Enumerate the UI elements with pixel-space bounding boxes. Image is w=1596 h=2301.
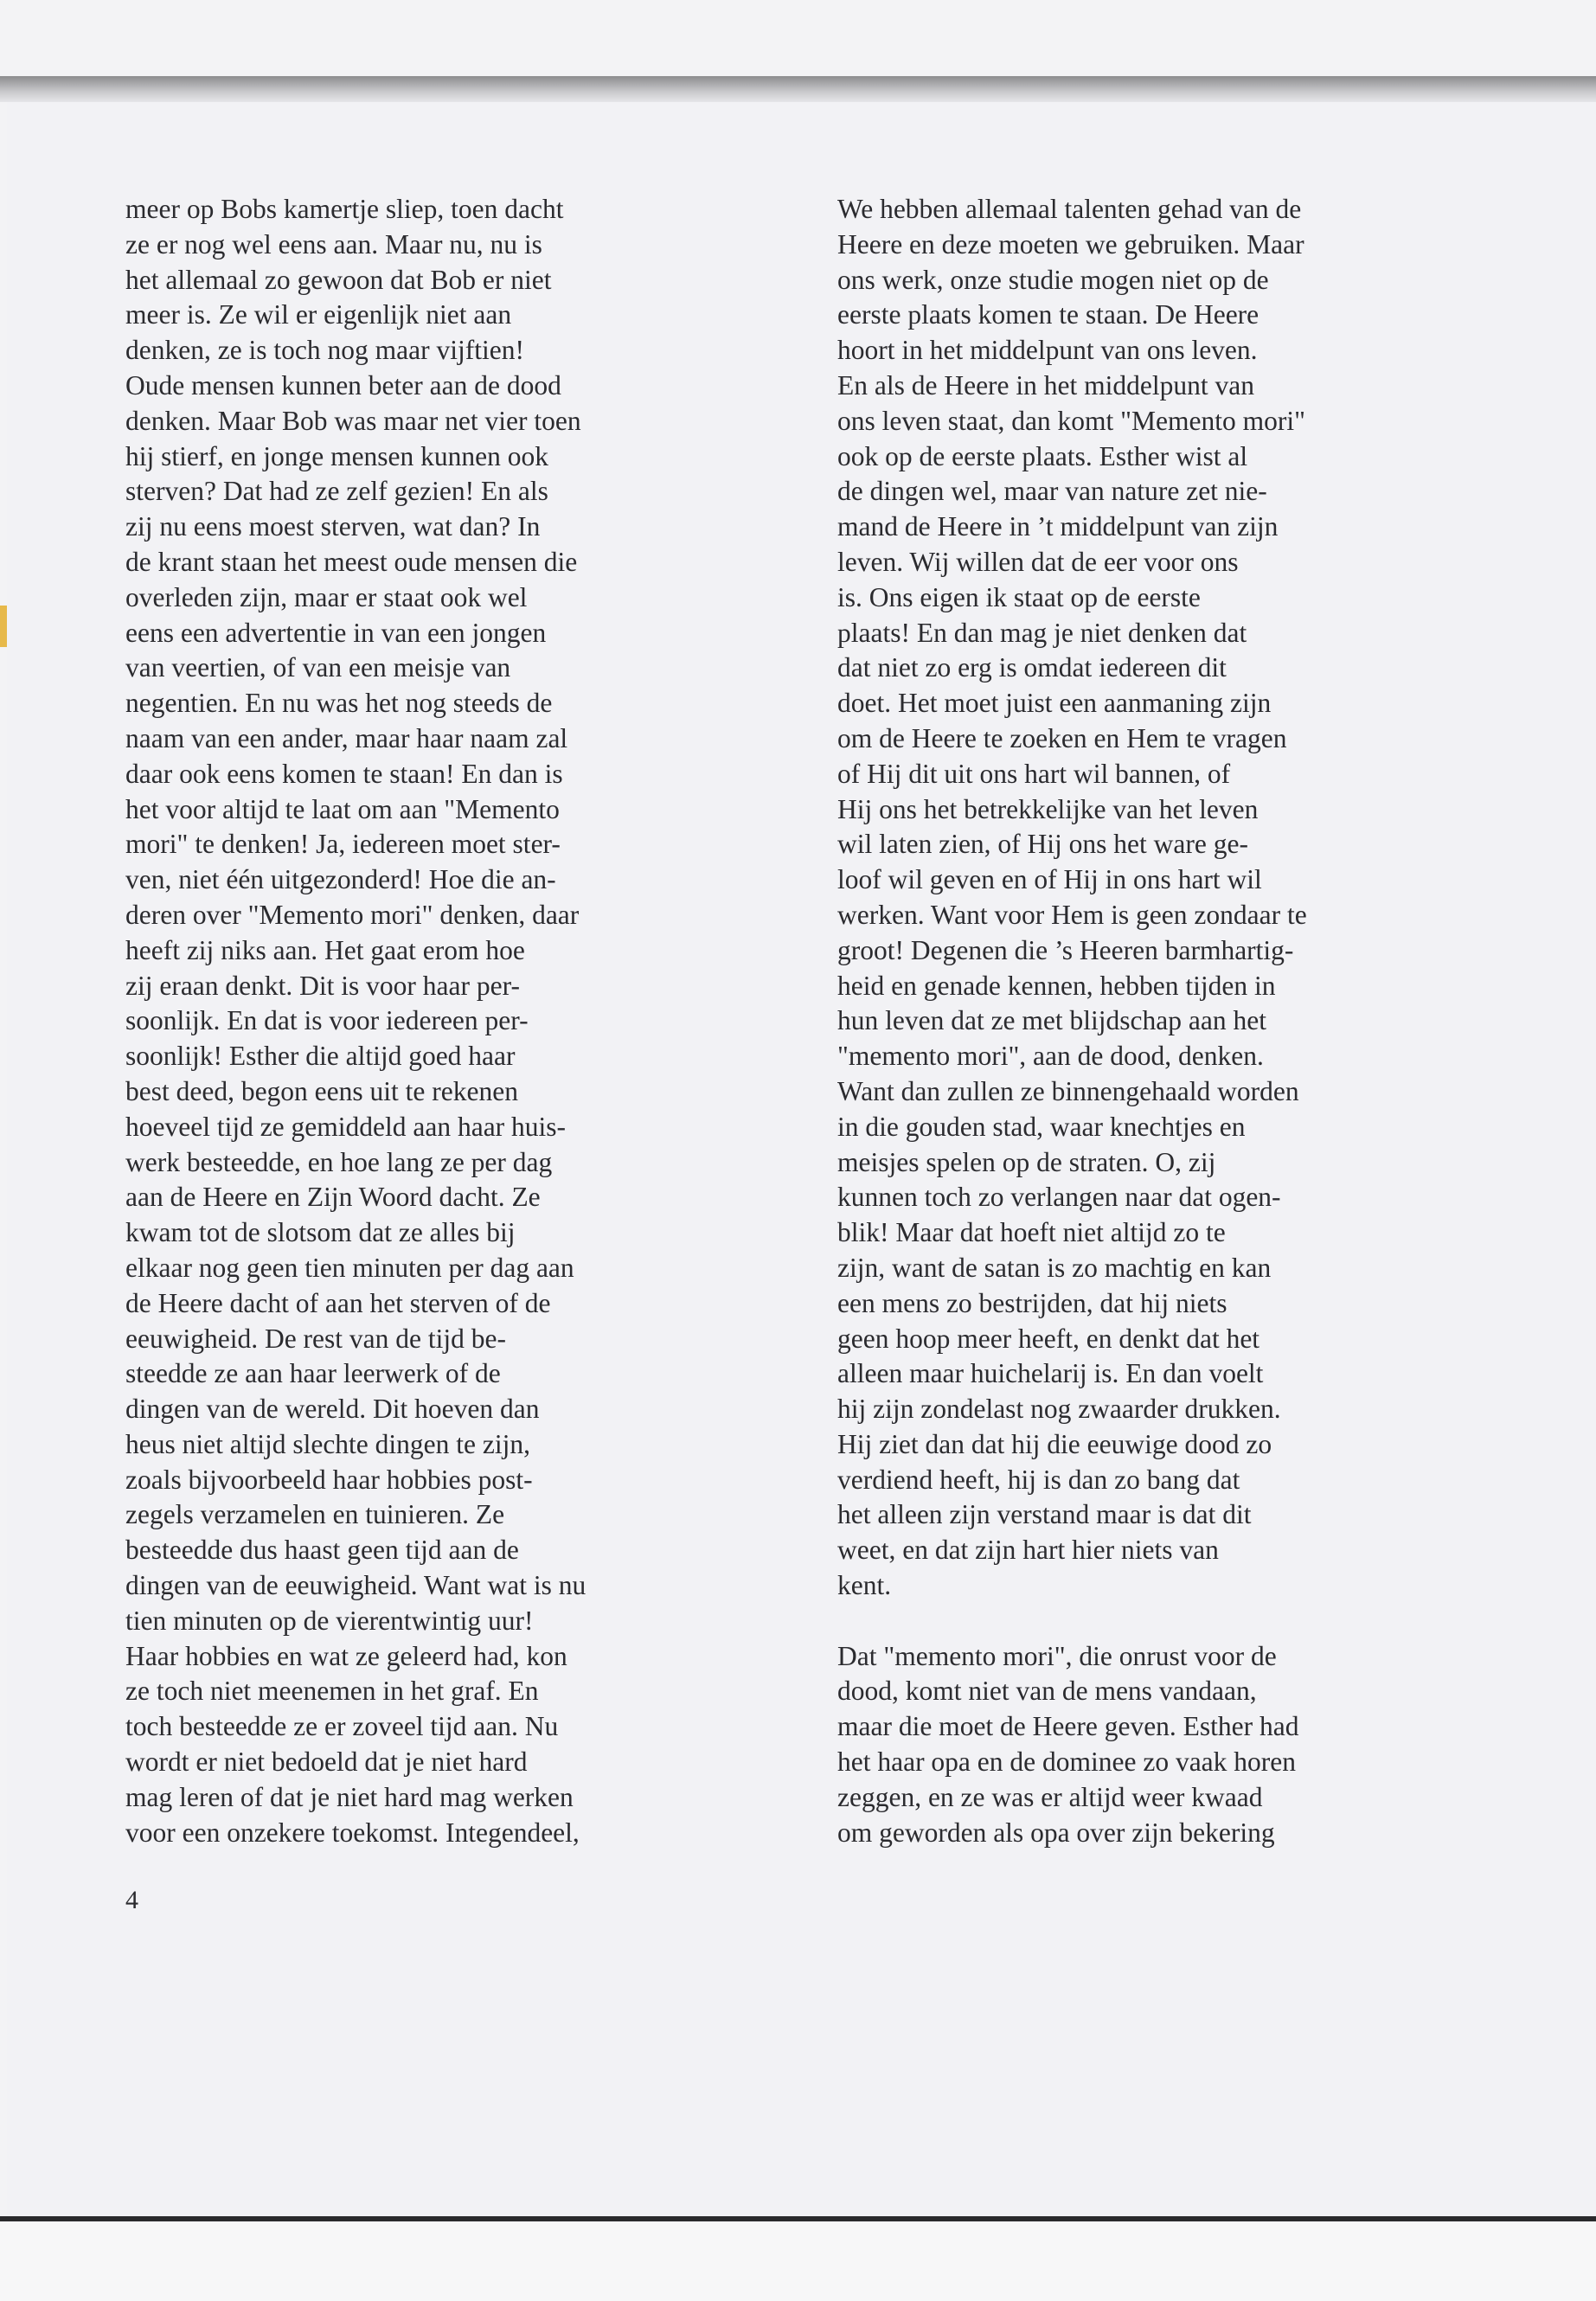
text-line: hij zijn zondelast nog zwaarder drukken.: [837, 1394, 1281, 1425]
text-line: kunnen toch zo verlangen naar dat ogen-: [837, 1182, 1281, 1213]
text-line: toch besteedde ze er zoveel tijd aan. Nu: [125, 1711, 559, 1742]
text-line: het alleen zijn verstand maar is dat dit: [837, 1499, 1252, 1530]
text-line: En als de Heere in het middelpunt van: [837, 369, 1254, 401]
text-line: eeuwigheid. De rest van de tijd be-: [125, 1323, 506, 1354]
text-line: kent.: [837, 1570, 892, 1601]
text-line: of Hij dit uit ons hart wil bannen, of: [837, 758, 1231, 789]
text-line: het allemaal zo gewoon dat Bob er niet: [125, 264, 552, 295]
text-line: plaats! En dan mag je niet denken dat: [837, 617, 1247, 648]
text-line: loof wil geven en of Hij in ons hart wil: [837, 864, 1262, 895]
text-line: hoort in het middelpunt van ons leven.: [837, 335, 1258, 366]
text-line: steedde ze aan haar leerwerk of de: [125, 1358, 501, 1389]
text-line: best deed, begon eens uit te rekenen: [125, 1075, 518, 1106]
text-line: ons leven staat, dan komt "Memento mori": [837, 405, 1305, 436]
right-text-column: [837, 192, 1512, 1850]
text-line: Hij ziet dan dat hij die eeuwige dood zo: [837, 1428, 1272, 1459]
scan-bottom-margin: [0, 2221, 1596, 2301]
text-line: alleen maar huichelarij is. En dan voelt: [837, 1358, 1264, 1389]
text-line: een mens zo bestrijden, dat hij niets: [837, 1287, 1227, 1318]
text-line: doet. Het moet juist een aanmaning zijn: [837, 688, 1272, 719]
text-line: soonlijk! Esther die altijd goed haar: [125, 1041, 516, 1072]
text-line: naam van een ander, maar haar naam zal: [125, 722, 568, 753]
text-line: het haar opa en de dominee zo vaak horen: [837, 1747, 1297, 1778]
text-line: daar ook eens komen te staan! En dan is: [125, 758, 563, 789]
text-line: meisjes spelen op de straten. O, zij: [837, 1146, 1216, 1177]
text-line: kwam tot de slotsom dat ze alles bij: [125, 1217, 516, 1248]
text-line: ze toch niet meenemen in het graf. En: [125, 1676, 539, 1707]
text-line: Haar hobbies en wat ze geleerd had, kon: [125, 1640, 567, 1671]
text-line: de krant staan het meest oude mensen die: [125, 546, 578, 577]
text-line: ons werk, onze studie mogen niet op de: [837, 264, 1269, 295]
text-line: geen hoop meer heeft, en denkt dat het: [837, 1323, 1260, 1354]
text-line: besteedde dus haast geen tijd aan de: [125, 1535, 519, 1566]
text-line: "memento mori", aan de dood, denken.: [837, 1041, 1264, 1072]
text-line: leven. Wij willen dat de eer voor ons: [837, 546, 1239, 577]
text-line: de Heere dacht of aan het sterven of de: [125, 1287, 551, 1318]
text-line: om geworden als opa over zijn bekering: [837, 1817, 1275, 1848]
text-line: verdiend heeft, hij is dan zo bang dat: [837, 1464, 1240, 1495]
text-line: wil laten zien, of Hij ons het ware ge-: [837, 829, 1248, 860]
text-line: het voor altijd te laat om aan "Memento: [125, 793, 560, 824]
text-line: dat niet zo erg is omdat iedereen dit: [837, 652, 1227, 683]
text-line: de dingen wel, maar van nature zet nie-: [837, 476, 1267, 507]
left-text-column: [125, 192, 783, 1850]
text-line: zeggen, en ze was er altijd weer kwaad: [837, 1781, 1263, 1812]
scan-top-edge: [0, 76, 1596, 102]
text-line: voor een onzekere toekomst. Integendeel,: [125, 1817, 580, 1848]
text-line: We hebben allemaal talenten gehad van de: [837, 194, 1302, 224]
text-line: zegels verzamelen en tuinieren. Ze: [125, 1499, 505, 1530]
text-line: aan de Heere en Zijn Woord dacht. Ze: [125, 1182, 541, 1213]
text-line: negentien. En nu was het nog steeds de: [125, 688, 553, 719]
text-line: van veertien, of van een meisje van: [125, 652, 511, 683]
text-line: zijn, want de satan is zo machtig en kan: [837, 1252, 1272, 1283]
text-line: zoals bijvoorbeeld haar hobbies post-: [125, 1464, 533, 1495]
text-line: mag leren of dat je niet hard mag werken: [125, 1781, 574, 1812]
text-line: hij stierf, en jonge mensen kunnen ook: [125, 440, 549, 471]
text-line: heus niet altijd slechte dingen te zijn,: [125, 1428, 530, 1459]
text-line: mand de Heere in ’t middelpunt van zijn: [837, 511, 1279, 542]
text-line: mori" te denken! Ja, iedereen moet ster-: [125, 829, 561, 860]
page-number: 4: [125, 1886, 138, 1914]
text-line: tien minuten op de vierentwintig uur!: [125, 1605, 534, 1636]
text-line: soonlijk. En dat is voor iedereen per-: [125, 1005, 529, 1036]
text-line: hoeveel tijd ze gemiddeld aan haar huis-: [125, 1111, 567, 1142]
text-line: ook op de eerste plaats. Esther wist al: [837, 440, 1248, 471]
text-line: weet, en dat zijn hart hier niets van: [837, 1535, 1219, 1566]
text-line: zij nu eens moest sterven, wat dan? In: [125, 511, 541, 542]
text-line: Oude mensen kunnen beter aan de dood: [125, 369, 561, 401]
text-line: zij eraan denkt. Dit is voor haar per-: [125, 970, 520, 1001]
text-line: overleden zijn, maar er staat ook wel: [125, 581, 528, 612]
text-line: groot! Degenen die ’s Heeren barmhartig-: [837, 934, 1294, 965]
text-line: deren over "Memento mori" denken, daar: [125, 899, 580, 930]
text-line: is. Ons eigen ik staat op de eerste: [837, 581, 1201, 612]
text-line: wordt er niet bedoeld dat je niet hard: [125, 1747, 528, 1778]
text-line: denken, ze is toch nog maar vijftien!: [125, 335, 524, 366]
text-line: werk besteedde, en hoe lang ze per dag: [125, 1146, 553, 1177]
text-line: dingen van de wereld. Dit hoeven dan: [125, 1394, 540, 1425]
text-line: Hij ons het betrekkelijke van het leven: [837, 793, 1259, 824]
text-line: Want dan zullen ze binnengehaald worden: [837, 1075, 1299, 1106]
text-line: meer is. Ze wil er eigenlijk niet aan: [125, 299, 512, 330]
text-line: sterven? Dat had ze zelf gezien! En als: [125, 476, 548, 507]
text-line: denken. Maar Bob was maar net vier toen: [125, 405, 581, 436]
text-line: ze er nog wel eens aan. Maar nu, nu is: [125, 228, 542, 260]
text-line: werken. Want voor Hem is geen zondaar te: [837, 899, 1307, 930]
text-line: meer op Bobs kamertje sliep, toen dacht: [125, 194, 564, 224]
text-line: ven, niet één uitgezonderd! Hoe die an-: [125, 864, 556, 895]
text-line: elkaar nog geen tien minuten per dag aan: [125, 1252, 574, 1283]
text-line: hun leven dat ze met blijdschap aan het: [837, 1005, 1266, 1036]
text-line: Heere en deze moeten we gebruiken. Maar: [837, 228, 1304, 260]
text-line: blik! Maar dat hoeft niet altijd zo te: [837, 1217, 1226, 1248]
text-line: Dat "memento mori", die onrust voor de: [837, 1640, 1277, 1671]
text-line: [837, 1604, 1512, 1639]
text-line: heeft zij niks aan. Het gaat erom hoe: [125, 934, 525, 965]
text-line: maar die moet de Heere geven. Esther had: [837, 1711, 1299, 1742]
text-line: dood, komt niet van de mens vandaan,: [837, 1676, 1257, 1707]
text-line: heid en genade kennen, hebben tijden in: [837, 970, 1276, 1001]
text-line: dingen van de eeuwigheid. Want wat is nu: [125, 1570, 586, 1601]
text-line: eerste plaats komen te staan. De Heere: [837, 299, 1259, 330]
text-line: eens een advertentie in van een jongen: [125, 617, 547, 648]
text-line: om de Heere te zoeken en Hem te vragen: [837, 722, 1287, 753]
text-line: in die gouden stad, waar knechtjes en: [837, 1111, 1246, 1142]
